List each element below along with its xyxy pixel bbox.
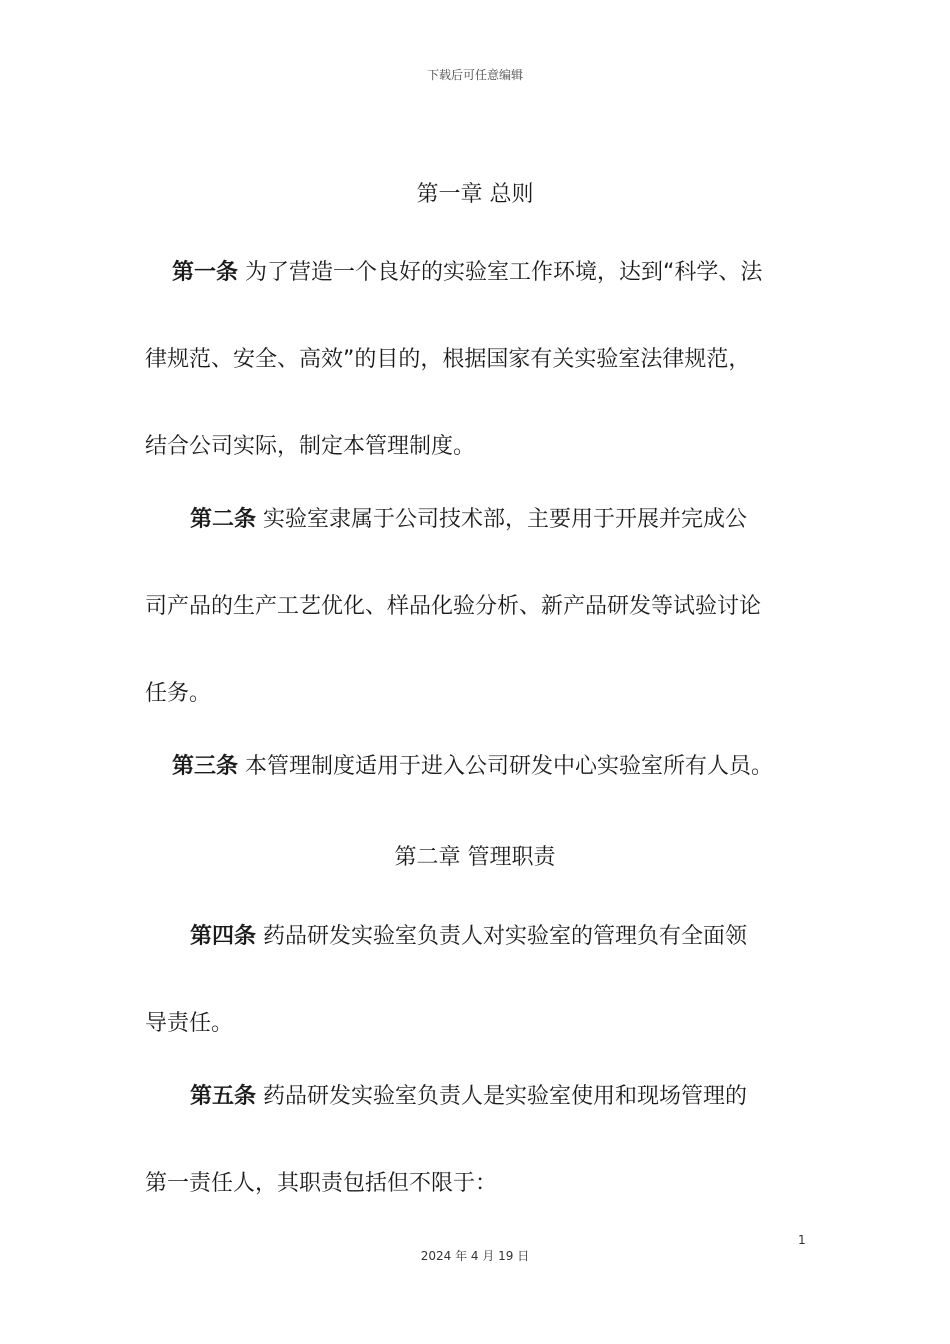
article-1-text-1: 为了营造一个良好的实验室工作环境，达到“科学、法 xyxy=(245,260,763,285)
article-3-line-1 xyxy=(172,752,773,782)
chapter-title-2: 第二章 管理职责 xyxy=(394,845,556,870)
article-2-line-3: 任务。 xyxy=(145,681,212,706)
article-5-label: 第五条 xyxy=(190,1084,257,1109)
article-5-line-2: 第一责任人，其职责包括但不限于： xyxy=(145,1171,498,1196)
article-1-line-3: 结合公司实际，制定本管理制度。 xyxy=(145,434,476,459)
article-4-text-1: 药品研发实验室负责人对实验室的管理负有全面领 xyxy=(263,924,748,949)
article-2-line-1 xyxy=(190,505,747,535)
article-5-text-1: 药品研发实验室负责人是实验室使用和现场管理的 xyxy=(263,1084,748,1109)
chapter-title-1: 第一章 总则 xyxy=(416,182,534,207)
article-1-label: 第一条 xyxy=(172,260,239,285)
article-2-label: 第二条 xyxy=(190,507,257,532)
page-footer-date: 2024 年 4 月 19 日 xyxy=(420,1249,530,1263)
article-2-line-2: 司产品的生产工艺优化、样品化验分析、新产品研发等试验讨论 xyxy=(145,594,762,619)
article-4-line-2: 导责任。 xyxy=(145,1011,234,1036)
article-3-text-1: 本管理制度适用于进入公司研发中心实验室所有人员。 xyxy=(245,754,774,779)
article-4-label: 第四条 xyxy=(190,924,257,949)
article-2-text-1: 实验室隶属于公司技术部，主要用于开展并完成公 xyxy=(263,507,748,532)
page-number: 1 xyxy=(798,1233,806,1247)
article-1-line-1 xyxy=(172,258,762,288)
article-4-line-1 xyxy=(190,922,747,952)
article-5-line-1 xyxy=(190,1082,747,1112)
article-3-label: 第三条 xyxy=(172,754,239,779)
article-1-line-2: 律规范、安全、高效”的目的，根据国家有关实验室法律规范， xyxy=(145,347,751,372)
page-header: 下载后可任意编辑 xyxy=(426,68,523,82)
